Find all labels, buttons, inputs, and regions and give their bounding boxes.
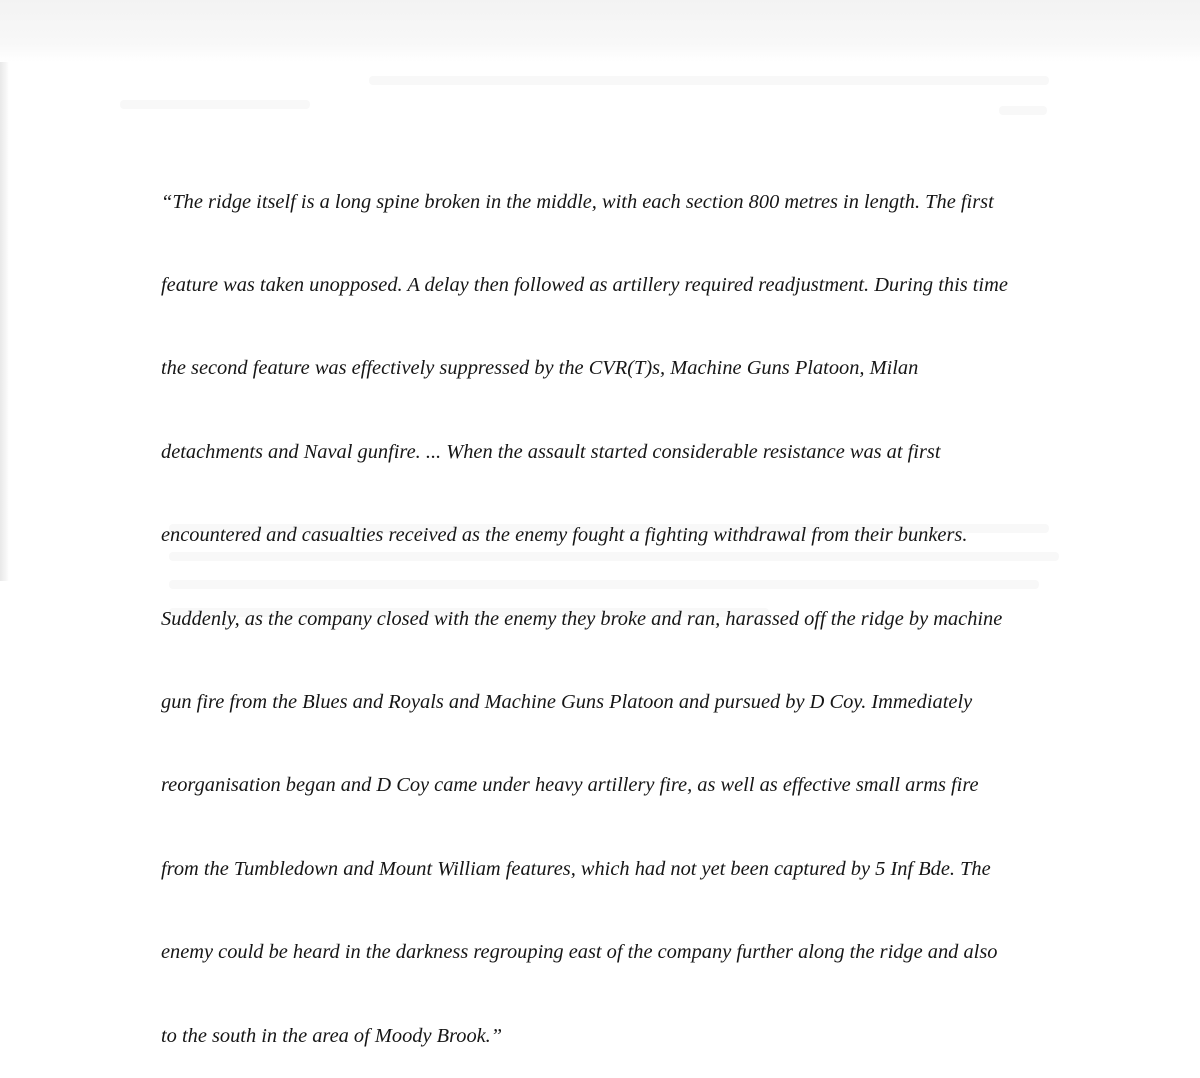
quote-line: feature was taken unopposed. A delay then followed as artillery required readjustment. During this time — [161, 273, 1008, 296]
faded-page-marker — [999, 106, 1047, 115]
quote-line: from the Tumbledown and Mount William features, which had not yet been captured by 5 Inf Bde. The — [161, 857, 991, 880]
quote-line: encountered and casualties received as the enemy fought a fighting withdrawal from their bunkers. — [161, 524, 968, 547]
quote-line: gun fire from the Blues and Royals and Machine Guns Platoon and pursued by D Coy. Immediately — [161, 690, 973, 713]
quote-line: detachments and Naval gunfire. ... When the assault started considerable resistance was at first — [161, 440, 941, 463]
quote-line: “The ridge itself is a long spine broken in the middle, with each section 800 metres in length. The first — [161, 190, 994, 213]
page-left-shadow — [0, 62, 9, 581]
quote-line: enemy could be heard in the darkness regrouping east of the company further along the ridge and also — [161, 941, 998, 964]
top-toolbar-area — [0, 0, 1200, 62]
quote-line: reorganisation began and D Coy came under heavy artillery fire, as well as effective small arms fire — [161, 774, 979, 797]
quote-line: the second feature was effectively suppressed by the CVR(T)s, Machine Guns Platoon, Milan — [161, 357, 919, 380]
quote-line: Suddenly, as the company closed with the enemy they broke and ran, harassed off the ridge by machine — [161, 607, 1003, 630]
quote-line: to the south in the area of Moody Brook.” — [161, 1024, 503, 1047]
quoted-paragraph — [161, 133, 1161, 1078]
faded-heading-text — [120, 100, 310, 109]
faded-text-line — [369, 76, 1049, 85]
